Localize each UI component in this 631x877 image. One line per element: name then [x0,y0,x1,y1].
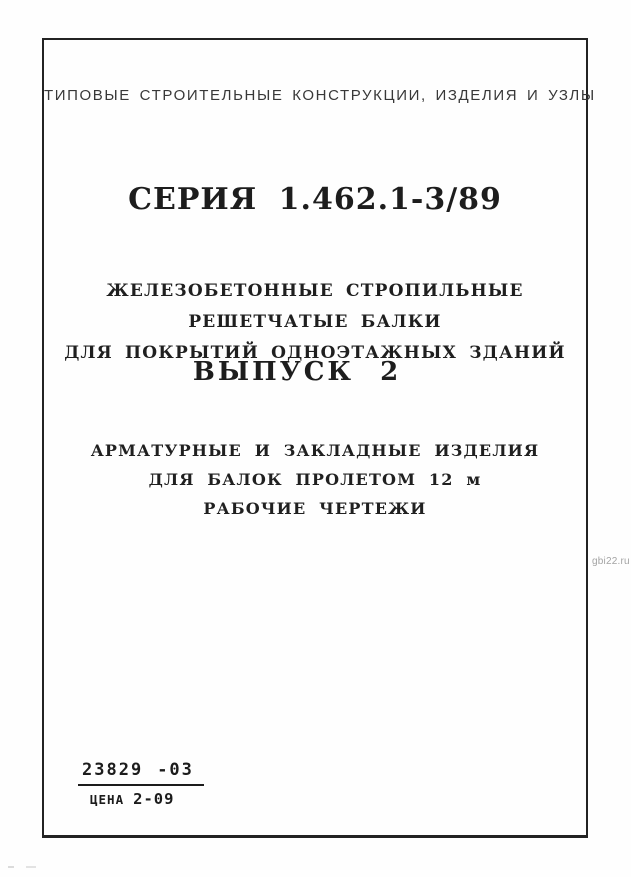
issue-label: ВЫПУСК [192,357,355,387]
price-value: 2-09 [133,790,175,808]
issue-number: 2 [380,357,402,387]
document-code-suffix: -03 [157,760,194,780]
subject-line-2: ДЛЯ ПОКРЫТИЙ ОДНОЭТАЖНЫХ ЗДАНИЙ [64,343,566,363]
issue-title [26,357,568,387]
document-header: ТИПОВЫЕ СТРОИТЕЛЬНЫЕ КОНСТРУКЦИИ, ИЗДЕЛИЯ И УЗЛЫ [44,87,596,104]
subject-title [44,276,586,369]
scan-artifact [8,866,42,868]
price-row [78,789,204,808]
subject-line-1: ЖЕЛЕЗОБЕТОННЫЕ СТРОПИЛЬНЫЕ РЕШЕТЧАТЫЕ БАЛКИ [106,281,524,332]
contents-title [44,436,586,523]
page-border-frame [42,38,596,838]
document-code-row [78,760,204,786]
contents-line-1: АРМАТУРНЫЕ И ЗАКЛАДНЫЕ ИЗДЕЛИЯ [90,441,540,460]
contents-line-3: РАБОЧИЕ ЧЕРТЕЖИ [203,499,427,518]
site-watermark: gbi22.ru [592,556,630,567]
contents-line-2: ДЛЯ БАЛОК ПРОЛЕТОМ 12 м [148,470,482,489]
price-stamp [78,760,204,808]
document-code: 23829 [82,760,144,780]
series-title: СЕРИЯ 1.462.1-3/89 [128,182,502,217]
price-label: ЦЕНА [90,792,125,807]
